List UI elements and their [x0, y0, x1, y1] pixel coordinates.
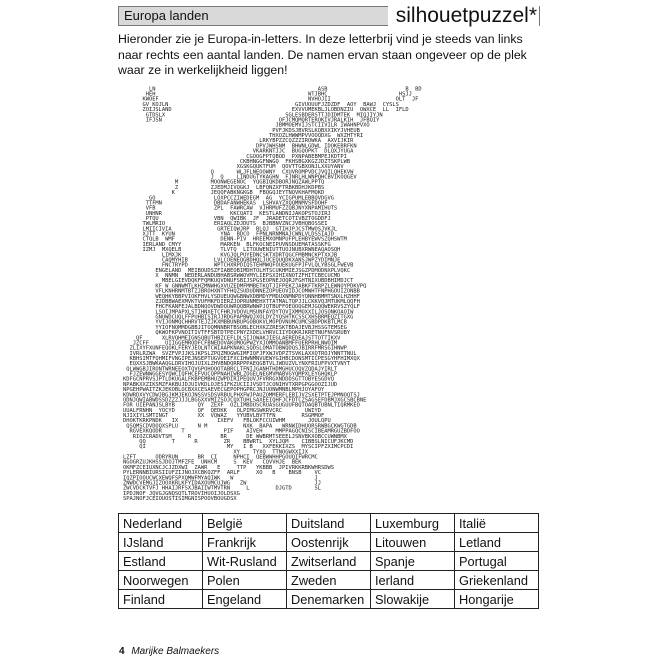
grid-row: LN ASB B BD — [110, 86, 422, 93]
word-cell: Duitsland — [287, 514, 371, 533]
word-row — [119, 571, 539, 590]
grid-row: KBHSIMTFQHMIFVNGIPEJNSEPTUGVOEIFXCIHWNMNVUEWYGIHBCDONSMTICPESGYHFHIMXQX — [110, 356, 360, 362]
grid-row: SPAJNOFJCEIQUQSTISIMGNISPOQVBQUGDSX — [110, 496, 237, 500]
grid-row: XJTT KYUN YNA BDCO FPNLNRNMNAJCWNLVLDSSIAJD — [110, 231, 334, 238]
word-cell: Zweden — [287, 571, 371, 590]
grid-row: LSOIJMPAPXLSTIHNXETCFHRJVDOVLMSUNFAYDYTOVIXMMOXXILJOSONKOAOIW — [110, 309, 354, 316]
grid-row: RGVEXKQODR T PIF AIVEH MMPPAGQCNISCIBEAMRGUZBDFOO — [110, 428, 360, 435]
word-row — [119, 514, 539, 533]
grid-row: KWOEF NVHOJII OLT JF — [110, 96, 419, 103]
grid-row: NPABKXXZIKSMZFAKBUJDJUIVKDLOJESIFKZUCIIJVSDTJCONIHVTXRPGPGGOOZIJUD — [110, 381, 338, 388]
grid-row: Q WLJFLNEOOWNY CXUVROMPVDCJVQILQHEKVW — [110, 169, 354, 176]
grid-row: GTDSLX SGLESBDERSTTJDIDMTEK MIQJIYJN — [110, 112, 383, 119]
grid-row: QLWWGBJIRONTWRNEEOXTQVGPOHOOOTABRCLTFNIJGANHTHDMGHUCOQVZQDAJYIRLT — [110, 366, 338, 373]
grid-row: CKBHNGGFNWGQ FKHSBGXKGZJDZTSKPLWB — [110, 158, 351, 165]
grid-row: M MOONWEGENOC YQGBIQKDBORJNQZAWLPPTQ — [110, 179, 325, 186]
word-cell: Griekenland — [455, 571, 539, 590]
grid-row: PYLERNNBIURSIIUFZIJNOJXCBKQZFF ARLF XO B BNSB VC — [110, 470, 321, 477]
grid-row: EQXXSJBWKAAQGLDRVIHOJUIXLZHVBNDQRRPPPAEQGBTVLJWDUZVLYNXFRIUFPVXTVNYT — [110, 361, 351, 368]
grid-row: JZCFF UIIGGEMRODFCFBNEDOVAKUMOGPWZYXJOMMOANBMFFUERPRHLNWOIM — [110, 340, 338, 347]
word-cell: Noorwegen — [119, 571, 203, 590]
grid-row: JBMMOEMVIJSTCIIVILR IWAHNPVXO — [110, 122, 370, 129]
word-row — [119, 533, 539, 552]
grid-row: GV KOJLN GIVUOUUFJZDZDF AOY BAWJ CYSLS — [110, 101, 399, 108]
grid-row: TWLMRIO ERIAQLZDJDUTS BJBBNVZNCJVBHQBOSSEI — [110, 221, 328, 228]
grid-row: LZFT ODRYRUN BR CI NPHCI QEBWWHHPGOUQIFWRCMC — [110, 454, 318, 461]
grid-row: XGSKGQUKTFUM QOVTTGBXONJLXXUYANV — [110, 164, 344, 171]
letter-grid-canvas — [110, 80, 550, 500]
grid-row: X NNMN NEDERLANDUBHABSRWWOVMYLIEPSXIHIXNOTZFHITCBECUCMD — [110, 273, 341, 280]
grid-row: DHOKTKRKPNDK IX IXEFV FBLOKFCCUIWHM JOULQPU — [110, 418, 331, 425]
puzzle-type-title: silhouetpuzzel* — [388, 3, 539, 29]
grid-row: IERLAND CMYY MARKEN BLFKOCNEIPUVNSDUEMATASSKFG — [110, 241, 331, 248]
word-cell: Litouwen — [371, 533, 455, 552]
grid-row: WEQHKYBBPVIOKFHVLYSDUEUQWGBNWXDBMDYFMDUXNMNPDYQNNHBMMTSNXLHZHHF — [110, 293, 360, 300]
grid-row: ZOIJSLAND EXVVUMEKBLJLOBDNZIU OWXCE LL IFLD — [110, 107, 409, 114]
grid-row: ZWCVDCKTVFJ HHAIJRFSXJBAIIWTMVTRN L DJGTD SL — [110, 485, 321, 492]
grid-row: UUALFRNHN YOCYD QF QEDKK OLPIMGSWKRVCRC UWIYD — [110, 407, 321, 414]
grid-row: J Q LINDUGTYKAGHN FJNRLHLWNPQHCBVIKOQGEV — [110, 174, 357, 181]
grid-row: QQ T R ZR BBWRTL XYLJQM CIBBSLNICUFJKCMD — [110, 438, 354, 445]
instructions-text: Hieronder zie je Europa-in-letters. In deze letterbrij vind je steeds van links naar rechts een aantal landen. De namen ervan staan ongeveer op de plek waar ze in werkelijkheid liggen! — [118, 32, 527, 77]
grid-row: FJZEWNWGGESYQWCIQFHCEFVUCQPPNAHIWBLZOGELNEGMVMABVGYQMPXLEYGHQKLP — [110, 371, 338, 378]
grid-row: FOR UIEPANJSLBYB QY ZEXF OZLIMBDUSCRUASGUGUUFBQTOAQBTUBNLTIQRMKEO — [110, 402, 360, 409]
category-label: Europa landen — [124, 8, 209, 23]
grid-row: KDFGCNPRVSJPTLDKUGALFKBPEMBHUZWPDIRIPEQUVJFVRRGXNDDDSGTTOBYESGDVQ — [110, 376, 334, 383]
grid-row: QI MY I B XXFEKKIXZS MYSCIPFZXIMCPCDI — [110, 444, 354, 451]
word-cell: Nederland — [119, 514, 203, 533]
grid-row: NGOGRZUJKHSSJDOJTMFZFE UNHCM S KEV CQVVHJE BEK — [110, 459, 302, 466]
word-cell: Spanje — [371, 552, 455, 571]
page-header — [118, 6, 540, 26]
word-cell: Slowakije — [371, 590, 455, 609]
grid-row: ZJDBBWAEXMVKTVUFMKFDIERZJOPRUNMEHXTTATMALTQPJJLCKKVQJMTUKMLQQFH — [110, 298, 360, 305]
word-row — [119, 552, 539, 571]
word-cell: Engeland — [203, 590, 287, 609]
grid-row: CTQLB WMF DENN-PIV HREEMXOMNPUFPLEHBYEWVSZQHSWTM — [110, 236, 347, 243]
letter-grid — [110, 80, 550, 500]
grid-row: VKARKNTJJC BUGQOPKT DLQXJYUGA — [110, 148, 354, 155]
page-footer — [119, 646, 219, 657]
word-cell: IJsland — [119, 533, 203, 552]
page-number: 4 — [119, 646, 125, 657]
grid-row: OKMFZCEIUXNCJCJZDXWI ZAWR E TTP YKBBB JPIVRKKRBKWHRSDWS — [110, 464, 334, 471]
word-cell: België — [203, 514, 287, 533]
grid-row: ENGELAND MEIBOUDSZFIABEOBIMDHTOLHTSCUKHMIEJSGZPDMODNXPLVQKC — [110, 267, 351, 274]
word-cell: Denemarken — [287, 590, 371, 609]
grid-row: VFB ZPL FAWRCAW VJHRMUFZZQBJNYXNPAMIHUTS — [110, 205, 338, 212]
grid-row: LRKYBPZZCQZZZIROWKA AXVIJKIR — [110, 138, 354, 145]
grid-row: IVRLRZWA SVZFVPJJKSJKPSLZPQZMOGWGIMFIQFJFXWJVDPZTSVKLAXXQTROJYNNTTNUL — [110, 350, 357, 357]
grid-row: UNHNR KKCQATI KESTLANDNIJAKOPSTOJIRJ — [110, 210, 331, 217]
grid-row: YYIOFNQMMDGBBJITOQMNNBRTBSOBLECHXKZZRESKTBDAJEVBJHSSGTEMSEG — [110, 324, 347, 331]
word-cell: Estland — [119, 552, 203, 571]
grid-row: KDWRDXVYCDWJBGJKMJEKOJNSSVSDSVRBULPHXFWJPAUZOMMERFLEBIJVZSXETPTEJPMNOQTSJ — [110, 392, 360, 399]
grid-row: PTQU VBN QWIBK JF JRADETCOTIVBZTOGDDFJ — [110, 216, 331, 222]
grid-row: ODNJQWIABWDSSDZZZJJJLBGGXXVMIZSOJCQXTUHLSAXEEIQHFJCFDTCZSAGSEFDBMJXGCSBCBNE — [110, 397, 367, 404]
word-cell: Portugal — [455, 552, 539, 571]
grid-row: IZMJ MXQELB TLVTQ LITOUWENIUTTUOJNUBXRWNEAQAOSQH — [110, 247, 341, 254]
word-list-table — [118, 513, 539, 609]
word-cell: Polen — [203, 571, 287, 590]
grid-row: IPDJNOF JQVGJGNQSQTLTROVIHUOIJOLDSXG — [110, 490, 240, 497]
word-cell: Zwitserland — [287, 552, 371, 571]
grid-row: GNUWDCUQLFFPUHBISIRJJRDGPAPBWQJXOLDYZYQSHTKCSSCXHSBRMEQZITGXG — [110, 314, 354, 321]
word-cell: Luxemburg — [371, 514, 455, 533]
word-cell: Letland — [455, 533, 539, 552]
grid-row: HEH WTJBHC HSJJ — [110, 91, 412, 98]
grid-row: Z ZJEDMJIVQGKJ LBFQNZXFTRBKBDHJKDPBS — [110, 184, 325, 191]
grid-row: FHCFKANFEJALBDNQOVDWDQUWRQQBRWNWPJQTBUFFOEQOQGEMJGQQWEKRVSZYQLF — [110, 304, 360, 311]
grid-row: QF XLRVQHMEIGNSQBUTHBZCEFLDLSIJOWAKJIEGLAEREDEAJSTTOTTIKXV — [110, 335, 341, 342]
word-cell: Wit-Rusland — [203, 552, 287, 571]
word-cell: Hongarije — [455, 590, 539, 609]
grid-row: QSQMSCDVDOQXSPLU N M NXK BAPA WRNWIDHUORSRWBGCKWGTGDB — [110, 423, 357, 430]
grid-row: CAQMYHIB LVLCOENEQGBDHQLJUCEQUQDKXANSJWPZYDIMNJE — [110, 257, 341, 264]
grid-row: IQZPIOOUCWCXEWQFSPXQMWFMYAQIWK W J — [110, 475, 318, 482]
grid-row: GO LOXPCCZIWEDEGM AG YCIGPUMLEBBQVDGVG — [110, 195, 334, 202]
grid-row: XY TYXQ TTNOGWXXIJX — [110, 449, 308, 456]
grid-row: VFLKNHRNMTBTZJBROHXNTYFHQZSUDUDNNEZOPUEOVIDJCOMWHTFNPHGOUIZONBB — [110, 288, 360, 295]
grid-row: DPVJWHSNM BHWNLGDWL IDOKEBRFKN — [110, 143, 357, 150]
grid-row: ZLIXYFXUNFEQOKLFERYJEOLNTCWIAAPKNAKLSQDSLOMATOBWQDQSJBIRRFMRSGIHNWP — [110, 345, 347, 352]
grid-row: LMIICIVIA GRTEIQWJRP BLQJ GTIHJPJCSTMWOSJVKJL — [110, 226, 338, 233]
word-cell: Italië — [455, 514, 539, 533]
grid-row: ZNWDCVEMGJIZOOXKRLKFYIDAXOUMCUJWG ZW JJ — [110, 480, 321, 487]
grid-row: NPGEHPWAITZKJEKOBLOCBXXCESAEVECGEPOPHGPRCJNJUONWMNBLMPHJOYAFOY — [110, 387, 325, 394]
grid-row: YVIJONMQCHHRVTEJZJKXMBBUNBUPGOBOKVLMOPDVNUMCUMCSBDPDKBTLMCB — [110, 319, 347, 326]
grid-row: CGOOGFPTQBOD PXNPABEBMPEJKDTPI — [110, 153, 347, 160]
grid-row: K JEQQFABKNGKGB FBQGQJEYTNQVKHAFMQKD — [110, 190, 325, 197]
word-cell: Ierland — [371, 571, 455, 590]
grid-row: NJIXIYLSMTINGT XX VQWAZ YYUBVLBVTTFN RSGMMOF — [110, 413, 325, 420]
grid-row: PVFJKDSJBVRSLKQBXXIKYJVHEUB — [110, 127, 360, 134]
word-cell: Finland — [119, 590, 203, 609]
author-name: Marijke Balmaekers — [131, 646, 220, 657]
grid-row: TTFMN DBDAFANWHEKAS LSHVAYZXQQMNMVSFDOHF — [110, 200, 328, 207]
word-row — [119, 590, 539, 609]
grid-row: QKWOFKPVNOITIVTFFSBTDTPECPNYZXDELVHRVCIIYDQKRJKRETNUFNVSRUBY — [110, 330, 351, 337]
word-cell: Oostenrijk — [287, 533, 371, 552]
grid-row: FNCTRYPD WPTCHXRPDIQSTEHMWQFOUEKUGFPJFVLQLYBSGLFWEVB — [110, 262, 354, 269]
word-cell: Frankrijk — [203, 533, 287, 552]
grid-row: KF W GNNWMTLKHZMNWHGXVUZEDMFMMBETKQTJIFPEKZJABKFTKRPZLEWNOYPDKVPQ — [110, 283, 367, 290]
grid-row: RIOZCRADVTSM R BR DE WWBRMTSEEELJSNVBKXOBCCUWNBMX — [110, 433, 347, 440]
grid-row: THXOZLHWWMPVVOOQDXG WXZHTYRI — [110, 133, 364, 140]
grid-row: IFJSN OFJCMQMQRTEROKIVJRALKIH JFBQIY — [110, 117, 380, 124]
grid-row: MBELGIEVDQKFFQMKUQVDNUFSBIJSPGSEOPNEJOQRJFGHTNIXUBDBHIMDJCT — [110, 278, 354, 285]
grid-row: LIMXJK KVGJQLPUYEDNCSKTXDRTQGCFMBMNCKPTXXJB — [110, 252, 338, 259]
